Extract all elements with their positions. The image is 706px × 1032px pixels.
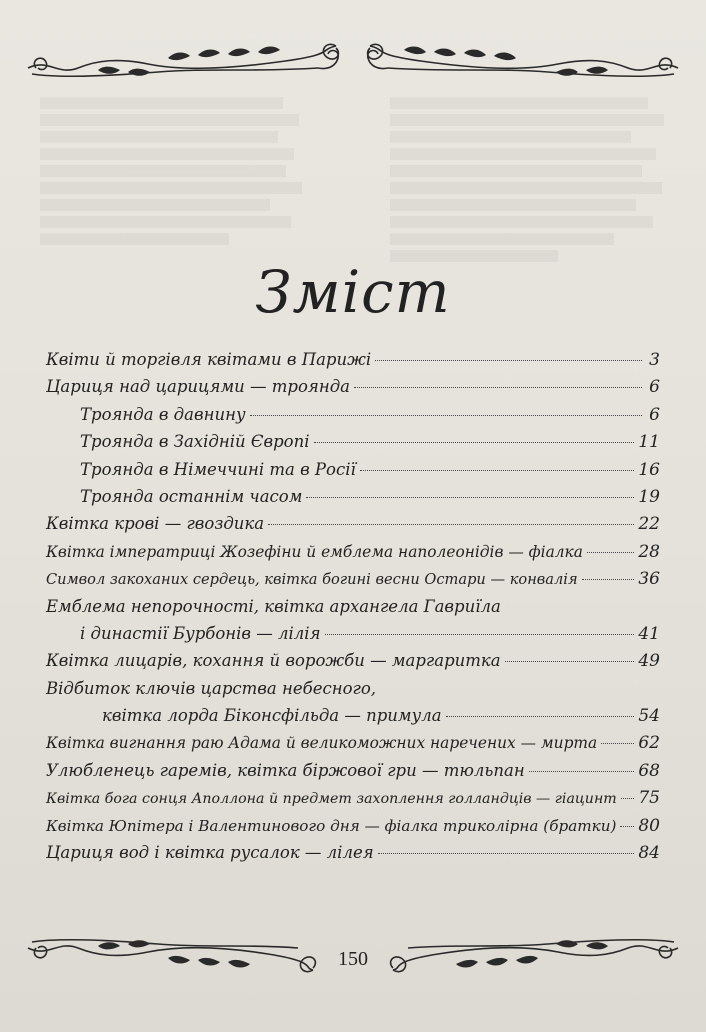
toc-entry-title: і династії Бурбонів — лілія — [80, 623, 321, 643]
toc-entry-page: 6 — [649, 377, 660, 398]
toc-leader-dots — [306, 497, 634, 498]
toc-entry[interactable] — [46, 377, 660, 404]
toc-leader-dots — [620, 826, 634, 827]
toc-subentry[interactable] — [46, 432, 660, 459]
toc-entry-title: Квітка крові — гвоздика — [46, 514, 265, 534]
toc-leader-dots — [375, 360, 642, 361]
toc-entry-line2[interactable] — [46, 706, 660, 733]
toc-entry-page: 49 — [638, 651, 660, 672]
toc-entry-title: Квітка вигнання раю Адама й великоможних наречених — мирта — [46, 734, 598, 753]
toc-entry-line1[interactable] — [46, 597, 660, 624]
toc-entry-page: 3 — [649, 350, 660, 370]
top-ornament — [18, 28, 688, 84]
toc-leader-dots — [505, 661, 635, 662]
toc-leader-dots — [325, 634, 635, 635]
toc-entry-page: 41 — [638, 623, 660, 644]
toc-entry[interactable] — [46, 761, 660, 788]
toc-entry-page: 19 — [638, 486, 660, 507]
toc-entry-page: 54 — [638, 706, 660, 727]
toc-entry-title: Квітка лицарів, кохання й ворожби — маргаритка — [46, 651, 501, 671]
toc-entry-page: 6 — [649, 404, 660, 425]
page-number: 150 — [338, 948, 368, 970]
toc-entry-title: Цариця вод і квітка русалок — лілея — [46, 843, 374, 863]
toc-entry[interactable] — [46, 542, 660, 569]
toc-entry-page: 75 — [638, 788, 660, 809]
toc-entry-title: Відбиток ключів царства небесного, — [46, 678, 377, 698]
toc-leader-dots — [354, 387, 642, 388]
toc-entry-page: 11 — [638, 432, 660, 453]
toc-entry-title: квітка лорда Біконсфільда — примула — [102, 706, 442, 726]
toc-subentry[interactable] — [46, 460, 660, 487]
toc-entry-title: Троянда останнім часом — [80, 486, 303, 506]
toc-entry-page: 68 — [638, 760, 660, 781]
toc-entry-title: Троянда в Німеччині та в Росії — [80, 459, 356, 479]
toc-entry-page: 16 — [638, 459, 660, 480]
toc-entry-line1[interactable] — [46, 679, 660, 706]
toc-leader-dots — [601, 743, 634, 744]
toc-entry-page: 36 — [638, 569, 660, 590]
toc-entry-title: Емблема непорочності, квітка архангела Гавриїла — [46, 596, 501, 616]
toc-entry-title: Символ закоханих сердець, квітка богині весни Остари — конвалія — [46, 571, 578, 589]
toc-entry-line2[interactable] — [46, 624, 660, 651]
toc-entry-title: Квітка Юпітера і Валентинового дня — фіалка триколірна (братки) — [46, 816, 617, 835]
toc-leader-dots — [582, 579, 635, 580]
toc-leader-dots — [446, 716, 635, 717]
toc-leader-dots — [587, 552, 634, 553]
vine-ornament-icon — [18, 28, 688, 84]
toc-entry[interactable] — [46, 816, 660, 843]
toc-entry-page: 28 — [638, 541, 660, 562]
toc-entry[interactable] — [46, 569, 660, 596]
toc-entry[interactable] — [46, 843, 660, 870]
toc-entry[interactable] — [46, 651, 660, 678]
toc-entry-page: 62 — [638, 733, 660, 754]
toc-entry-title: Улюбленець гаремів, квітка біржової гри — тюльпан — [46, 760, 525, 780]
toc-entry-page: 80 — [638, 815, 660, 836]
toc-entry[interactable] — [46, 733, 660, 760]
toc-leader-dots — [314, 442, 635, 443]
toc-subentry[interactable] — [46, 487, 660, 514]
toc-entry-title: Троянда в давнину — [80, 404, 246, 424]
toc-entry-title: Троянда в Західній Європі — [80, 432, 310, 452]
toc-entry-title: Квітка бога сонця Аполлона й предмет захоплення голландців — гіацинт — [46, 791, 617, 808]
toc-leader-dots — [621, 798, 635, 799]
toc-entry-title: Цариця над царицями — троянда — [46, 377, 351, 397]
toc-entry-title: Квіти й торгівля квітами в Парижі — [46, 350, 372, 369]
toc-entry[interactable] — [46, 350, 660, 377]
toc-entry-page: 84 — [638, 843, 660, 864]
page-title: Зміст — [255, 258, 451, 326]
table-of-contents — [46, 350, 660, 870]
toc-entry[interactable] — [46, 514, 660, 541]
toc-entry[interactable] — [46, 788, 660, 815]
toc-entry-title: Квітка імператриці Жозефіни й емблема наполеонідів — фіалка — [46, 542, 583, 561]
toc-leader-dots — [378, 853, 635, 854]
toc-entry-page: 22 — [638, 514, 660, 535]
toc-leader-dots — [529, 771, 635, 772]
toc-leader-dots — [250, 415, 642, 416]
toc-subentry[interactable] — [46, 405, 660, 432]
toc-leader-dots — [268, 524, 634, 525]
toc-leader-dots — [360, 470, 635, 471]
